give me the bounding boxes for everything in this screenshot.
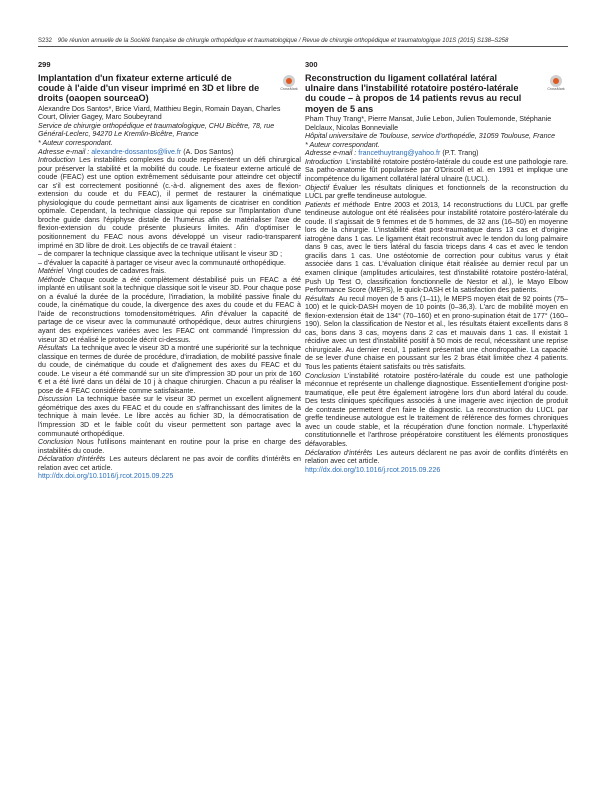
- article-title: Reconstruction du ligament collatéral latéral ulnaire dans l'instabilité rotatoire postéro-latérale du coude – à propos de 14 patients revus au recul moyen de 5 ans: [305, 72, 522, 114]
- affiliation: Hôpital universitaire de Toulouse, service d'orthopédie, 31059 Toulouse, France: [305, 132, 556, 141]
- section-introduction: Introduction Les instabilités complexes du coude représentent un défi chirurgical pour préserver la stabilité et la mobilité du coude. Le fixateur externe articulé de coude (FEAC) est une option extrêmement séduisante pour atteindre cet objectif car s'il est correctement positionné (c.-à-d. alignement des axes de flexion-extension du coude et du FEAC), il permet de restaurer la cinématique physiologique du coude permettant ainsi aux ligaments de cicatriser en condition optimale. Cependant, la technique classique qui repose sur l'implantation d'une broche guide dans l'épiphyse distale de l'humérus afin de matérialiser l'axe de flexion-extension du coude présente plusieurs limites. Afin d'optimiser le positionnement du FEAC nous avons développé un viseur radio-transparent imprimé en 3D libre de droit. Les objectifs de ce travail étaient :: [38, 156, 301, 250]
- running-header: [38, 38, 568, 47]
- crossmark-badge[interactable]: [544, 75, 568, 91]
- email-label: Adresse e-mail :: [38, 147, 90, 156]
- section-discussion: Discussion La technique basée sur le viseur 3D permet un excellent alignement géométrique des axes du FEAC et du coude en s'affranchissant des limites de la technique à main levée. Le libre accès au fichier 3D, la démocratisation de l'impression 3D et le faible coût du viseur permettent son partage avec la communauté orthopédique.: [38, 395, 301, 438]
- section-objectif: Objectif Évaluer les résultats cliniques et fonctionnels de la reconstruction du LUCL par greffe tendineuse autologue.: [305, 183, 568, 201]
- running-title: 90e réunion annuelle de la Société française de chirurgie orthopédique et traumatologique / Revue de chirurgie orthopédique et traumatologique 101S (2015) S138–S258: [57, 38, 509, 44]
- doi-line: [38, 472, 301, 481]
- author-list: Pham Thuy Trang*, Pierre Mansat, Julie Lebon, Julien Toulemonde, Stéphanie Delclaux, Nicolas Bonnevialle: [305, 115, 552, 132]
- crossmark-icon: [550, 75, 562, 87]
- crossmark-label: CrossMark: [280, 86, 298, 91]
- section-declaration: Déclaration d'intérêts Les auteurs déclarent ne pas avoir de conflits d'intérêts en relation avec cet article.: [38, 455, 301, 472]
- email-label: Adresse e-mail :: [305, 149, 357, 158]
- doi-link[interactable]: http://dx.doi.org/10.1016/j.rcot.2015.09.226: [305, 465, 441, 474]
- objective-item-1: – de comparer la technique classique avec la technique utilisant le viseur 3D ;: [38, 250, 283, 259]
- affiliation: Service de chirurgie orthopédique et traumatologique, CHU Bicêtre, 78, rue Général-Leclerc, 94270 Le Kremlin-Bicêtre, France: [38, 121, 275, 139]
- article-299: [38, 61, 301, 481]
- section-patients-methode: Patients et méthode Entre 2003 et 2013, 14 reconstructions du LUCL par greffe tendineuse autologue ont été réalisées pour instabilité rotatoire postéro-latérale du coude. Il s'agissait de 9 femmes et de 5 hommes, de 32 ans (16–50) en moyenne lors de la chirurgie. L'instabilité était post-traumatique dans 13 cas et d'origine iatrogène dans 1 cas. Le ligament était reconstruit avec le tendon du long palmaire dans 9 cas, avec le tiers latéral du fascia triceps dans 4 cas et avec le tendon gracilis dans 1 cas. Une ostéotomie de correction pour cubitus varus y était associée dans 1 cas. L'évaluation clinique était réalisée au dernier recul par un examen clinique (amplitudes articulaires, test d'instabilité rotatoire postéro-latéral, Push Up Test O, classification fonctionnelle de Nestor et al.), le Mayo Elbow Performance Score (MEPS), le quick-DASH et la satisfaction des patients.: [305, 200, 568, 295]
- crossmark-badge[interactable]: [277, 75, 301, 91]
- section-declaration: Déclaration d'intérêts Les auteurs déclarent ne pas avoir de conflits d'intérêts en relation avec cet article.: [305, 448, 568, 466]
- section-conclusion: Conclusion Nous l'utilisons maintenant en routine pour la prise en charge des instabilités du coude.: [38, 438, 301, 455]
- crossmark-icon: [283, 75, 295, 87]
- email-line: [305, 149, 568, 158]
- article-number: 300: [305, 60, 318, 69]
- article-number: 299: [38, 60, 51, 69]
- email-line: [38, 148, 301, 157]
- doi-link[interactable]: http://dx.doi.org/10.1016/j.rcot.2015.09.225: [38, 472, 174, 481]
- section-introduction: Introduction L'instabilité rotatoire postéro-latérale du coude est une pathologie rare. Sa patho-anatomie fût popularisée par O'Driscoll et al. en 1991 et implique une incompétence du ligament collatéral latéral ulnaire (LUCL).: [305, 157, 568, 183]
- email-link[interactable]: alexandre-dossantos@live.fr: [91, 147, 182, 156]
- email-suffix: (P.T. Trang): [442, 149, 479, 158]
- section-materiel: Matériel Vingt coudes de cadavres frais.: [38, 267, 167, 276]
- author-list: Alexandre Dos Santos*, Brice Viard, Matthieu Begin, Romain Dayan, Charles Court, Olivier Gagey, Marc Soubeyrand: [38, 104, 281, 122]
- section-resultats: Résultats La technique avec le viseur 3D a montré une supériorité sur la technique classique en termes de durée de procédure, d'irradiation, de mobilité passive finale du coude, de cinématique du coude et d'alignement des axes du FEAC et du coude. Le viseur a été commandé sur un site d'impression 3D pour un prix de 160 € et a été livré dans un délai de 10 j à chaque chirurgien. Chacun a pu réaliser la pose de 4 FEAC considérée comme satisfaisante.: [38, 344, 301, 395]
- crossmark-label: CrossMark: [547, 86, 565, 91]
- doi-line: [305, 466, 568, 475]
- corresponding-note: * Auteur correspondant.: [305, 140, 380, 149]
- page-number: S232: [38, 38, 53, 44]
- email-suffix: (A. Dos Santos): [183, 147, 234, 156]
- email-link[interactable]: francethuytrang@yahoo.fr: [358, 149, 441, 158]
- section-methode: Méthode Chaque coude a été complètement déstabilisé puis un FEAC a été implanté en utilisant soit la technique classique soit le viseur 3D. Pour chaque pose on a évalué la durée de la procédure, l'irradiation, la mobilité passive finale du coude, la cinématique du coude, la divergence des axes du coude et du FEAC à l'aide de reconstructions tomodensitométriques. Afin d'évaluer la capacité de partage de ce viseur avec la communauté orthopédique, deux autres chirurgiens ayant des expériences variées avec les FEAC ont commandé l'impression du viseur 3D et réalisé le protocole décrit ci-dessus.: [38, 275, 301, 344]
- section-conclusion: Conclusion L'instabilité rotatoire postéro-latérale du coude est une pathologie méconnue et représente un challenge diagnostique. Essentiellement d'origine post-traumatique, elle peut être également iatrogène lors d'un abord latéral du coude. Des tests cliniques spécifiques associés à une imagerie avec injection de produit de contraste permettent d'en faire le diagnostic. La reconstruction du LUCL par greffe tendineuse autologue est le traitement de référence des formes chroniques avec un coude stable, et la récupération d'une fonction normale. L'hyperlaxité constitutionnelle et l'arthrose préopératoire constituent les éléments pronostiques défavorables.: [305, 371, 568, 448]
- article-title: Implantation d'un fixateur externe articulé de coude à l'aide d'un viseur imprimé en 3D et libre de droits (oaopen sourceaO): [38, 72, 260, 104]
- objective-item-2: – d'évaluer la capacité à partager ce viseur avec la communauté orthopédique.: [38, 258, 286, 267]
- corresponding-note: * Auteur correspondant.: [38, 138, 113, 147]
- section-resultats: Résultats Au recul moyen de 5 ans (1–11), le MEPS moyen était de 92 points (75–100) et le quick-DASH moyen de 10 points (0–36,3). L'arc de mobilité moyen en flexion-extension était de 134° (70–160) et en prono-supination était de 177° (160–190). Selon la classification de Nestor et al., les résultats étaient excellents dans 8 cas, bons dans 3 cas, moyens dans 2 cas et mauvais dans 1 cas. Il existait 1 récidive avec un test d'instabilité positif à 50 mois de recul, nécessitant une reprise chirurgicale. Au dernier recul, 1 patient présentait une chondropathie. La capacité de se lever d'une chaise en poussant sur les 2 bras était limitée chez 4 patients. Tous les patients étaient satisfaits ou très satisfaits.: [305, 294, 568, 372]
- article-300: [305, 61, 568, 474]
